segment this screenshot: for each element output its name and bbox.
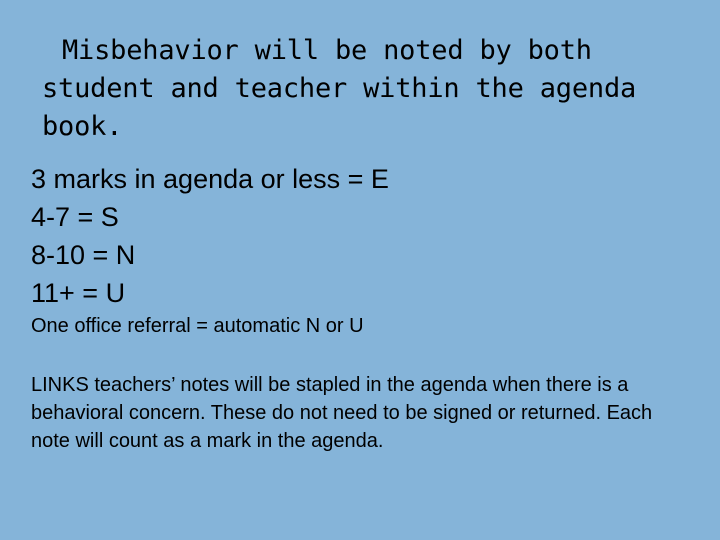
grading-scale-item: 11+ = U <box>31 278 126 308</box>
grading-scale-item: 4-7 = S <box>31 202 119 232</box>
office-referral-note: One office referral = automatic N or U <box>31 315 364 337</box>
links-teachers-note: LINKS teachers’ notes will be stapled in the agenda when there is a behavioral concern. These do not need to be signed or returned. Each note will count as a mark in the agenda. <box>31 374 653 452</box>
grading-scale-item: 3 marks in agenda or less = E <box>31 164 389 194</box>
grading-scale-item: 8-10 = N <box>31 240 136 270</box>
title-text: Misbehavior will be noted by both student and teacher within the agenda book. <box>42 35 637 142</box>
slide-title <box>42 32 682 146</box>
grading-scale-list <box>31 160 389 312</box>
